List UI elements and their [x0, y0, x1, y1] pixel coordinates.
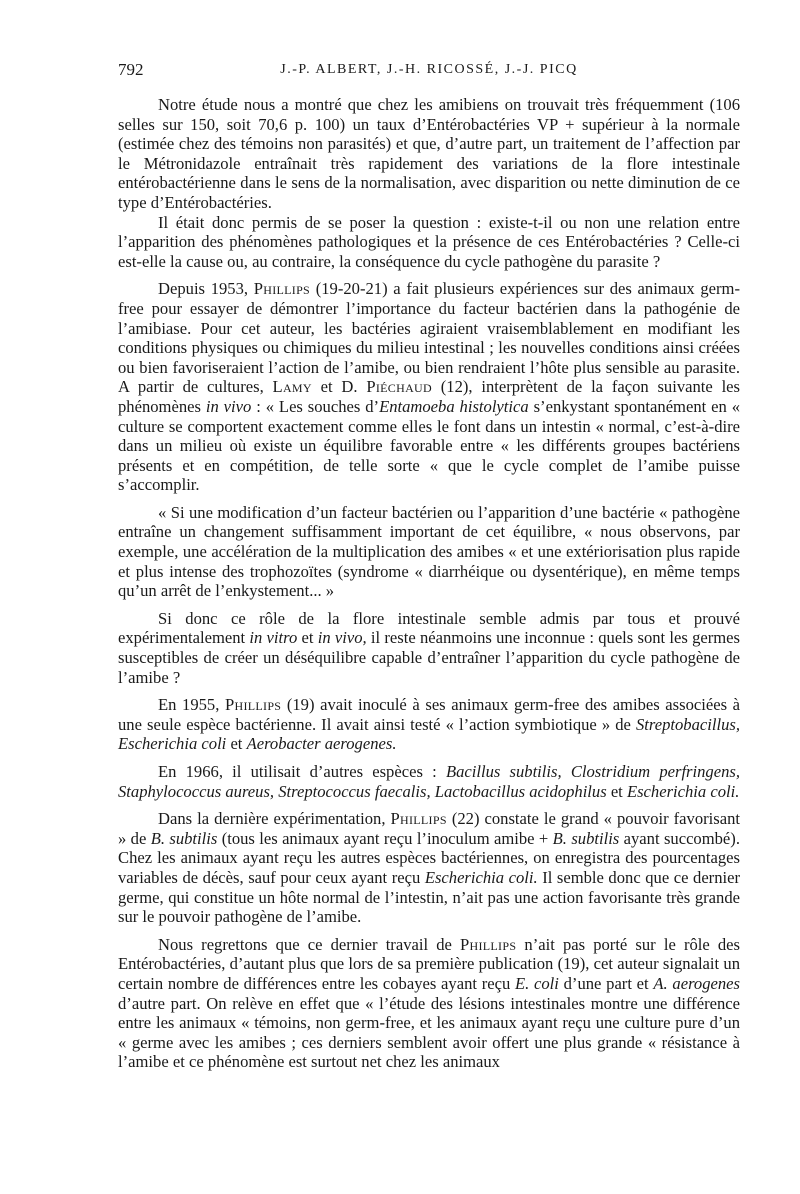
paragraph-p3	[118, 279, 740, 495]
text-run: : « Les souches d’	[251, 396, 380, 416]
text-run: Dans la dernière expérimentation,	[158, 809, 391, 829]
paragraph-p4	[118, 503, 740, 601]
italic-term: A. aerogenes	[653, 973, 740, 993]
text-run: Depuis 1953,	[158, 279, 254, 299]
italic-term: E. coli	[515, 973, 559, 993]
paragraph-p9	[118, 935, 740, 1072]
author-name: Phillips	[390, 809, 447, 829]
italic-term: Aerobacter aerogenes.	[246, 734, 397, 754]
italic-term: B. subtilis	[552, 828, 620, 848]
author-name: Phillips	[224, 695, 282, 715]
italic-term: Escherichia coli.	[626, 781, 740, 801]
text-run: et D.	[311, 377, 367, 397]
italic-term: in vivo,	[317, 628, 367, 648]
text-run: d’autre part. On relève en effet que « l’étude des lésions intestinales montre une différence entre les animaux « témoins, non germ-free, et les animaux ayant reçu une culture pure d’un « germe avec les amibes ; ces derniers semblent avoir offert une plus grande « résistance à l’amibe et ce phénomène est surtout net chez les animaux	[118, 993, 740, 1072]
text-run: s’enkystant spontanément en « culture se comportent exactement comme elles le font dans un intestin « normal, c’est-à-dire dans un milieu où existe un équilibre favorable entre « les différents groupes bactériens présents et en compétition, de telle sorte « que le cycle complet de l’amibe puisse s’accomplir.	[118, 396, 741, 495]
text-run: Nous regrettons que ce dernier travail de	[158, 934, 460, 954]
text-run: Il semble donc que ce dernier germe, qui constitue un hôte normal de l’intestin, n’ait pas une action favorisante très grande sur le pouvoir pathogène de l’amibe.	[118, 867, 741, 927]
text-run: (12), interprètent de la façon suivante les phénomènes	[118, 377, 740, 416]
text-run: n’ait pas porté sur le rôle des Entérobactéries, d’autant plus que lors de sa première publication (19), cet auteur signalait un certain nombre de différences entre les cobayes ayant reçu	[118, 934, 740, 993]
text-run: et	[297, 628, 318, 648]
running-head-authors: J.-P. ALBERT, J.-H. RICOSSÉ, J.-J. PICQ	[280, 62, 578, 77]
paragraph-p2	[118, 213, 740, 272]
paragraph-p6	[118, 695, 740, 754]
italic-term: B. subtilis	[150, 828, 218, 848]
author-name: Piéchaud	[366, 377, 432, 397]
text-run: « Si une modification d’un facteur bactérien ou l’apparition d’une bactérie « pathogène entraîne un changement suffisamment important de cet équilibre, « nous observons, par exemple, une accélération de la multiplication des amibes « et une extériorisation plus rapide et plus intense des trophozoïtes (syndrome « diarrhéique ou dysentérique), en même temps qu’un arrêt de l’enkystement... »	[118, 502, 740, 601]
paragraph-p5	[118, 609, 740, 687]
page-header	[118, 60, 740, 84]
page-number: 792	[118, 60, 144, 79]
text-run: Il était donc permis de se poser la question : existe-t-il ou non une relation entre l’apparition des phénomènes pathologiques et la présence de ces Entérobactéries ? Celle-ci est-elle la cause ou, au contraire, la conséquence du cycle pathogène du parasite ?	[118, 212, 740, 271]
paragraph-p7	[118, 762, 740, 801]
author-name: Lamy	[272, 377, 312, 397]
italic-term: in vivo	[205, 396, 252, 416]
italic-term: Escherichia coli.	[424, 867, 538, 887]
author-name: Phillips	[253, 279, 311, 299]
italic-term: in vitro	[249, 628, 298, 648]
text-run: (22) constate le grand « pouvoir favorisant » de	[118, 809, 740, 848]
paragraph-p8	[118, 809, 740, 927]
text-run: Si donc ce rôle de la flore intestinale semble admis par tous et prouvé expérimentalement	[118, 608, 740, 648]
text-run: ayant succombé). Chez les animaux ayant reçu les autres espèces bactériennes, on enregistra des pourcentages variables de décès, sauf pour ceux ayant reçu	[118, 828, 740, 887]
italic-term: Entamoeba histolytica	[379, 396, 529, 416]
text-run: (19) avait inoculé à ses animaux germ-free des amibes associées à une seule espèce bactérienne. Il avait ainsi testé « l’action symbiotique » de	[118, 695, 740, 734]
article-body	[118, 95, 740, 1072]
author-name: Phillips	[460, 934, 517, 954]
text-run: d’une part et	[558, 973, 654, 993]
text-run: (19-20-21) a fait plusieurs expériences sur des animaux germ-free pour essayer de démontrer l’importance du facteur bactérien dans la pathogénie de l’amibiase. Pour cet auteur, les bactéries agiraient vraisemblablement en modifiant les conditions physiques ou chimiques du milieu intestinal ; les nouvelles conditions ainsi créées ou bien favoriseraient l’action de l’amibe, ou bien rendraient l’hôte plus sensible au parasite. A partir de cultures,	[118, 279, 740, 397]
text-run: En 1966, il utilisait d’autres espèces :	[158, 762, 446, 781]
paragraph-p1	[118, 95, 740, 213]
text-run: En 1955,	[158, 695, 225, 715]
text-run: et	[226, 734, 247, 754]
italic-term: Bacillus subtilis, Clostridium perfringens, Staphylococcus aureus, Streptococcus faecalis, Lactobacillus acidophilus	[118, 762, 740, 801]
text-run: (tous les animaux ayant reçu l’inoculum amibe +	[217, 828, 553, 848]
text-run: il reste néanmoins une inconnue : quels sont les germes susceptibles de créer un déséquilibre capable d’entraîner l’apparition du cycle pathogène de l’amibe ?	[118, 628, 740, 687]
text-run: Notre étude nous a montré que chez les amibiens on trouvait très fréquemment (106 selles sur 150, soit 70,6 p. 100) un taux d’Entérobactéries VP + supérieur à la normale (estimée chez des témoins non parasités) et que, d’autre part, un traitement de l’affection par le Métronidazole entraînait très rapidement des variations de la flore intestinale entérobactérienne dans le sens de la normalisation, avec disparition ou nette diminution de ce type d’Entérobactéries.	[118, 95, 740, 212]
italic-term: Streptobacillus, Escherichia coli	[118, 714, 740, 754]
text-run: et	[606, 781, 627, 801]
